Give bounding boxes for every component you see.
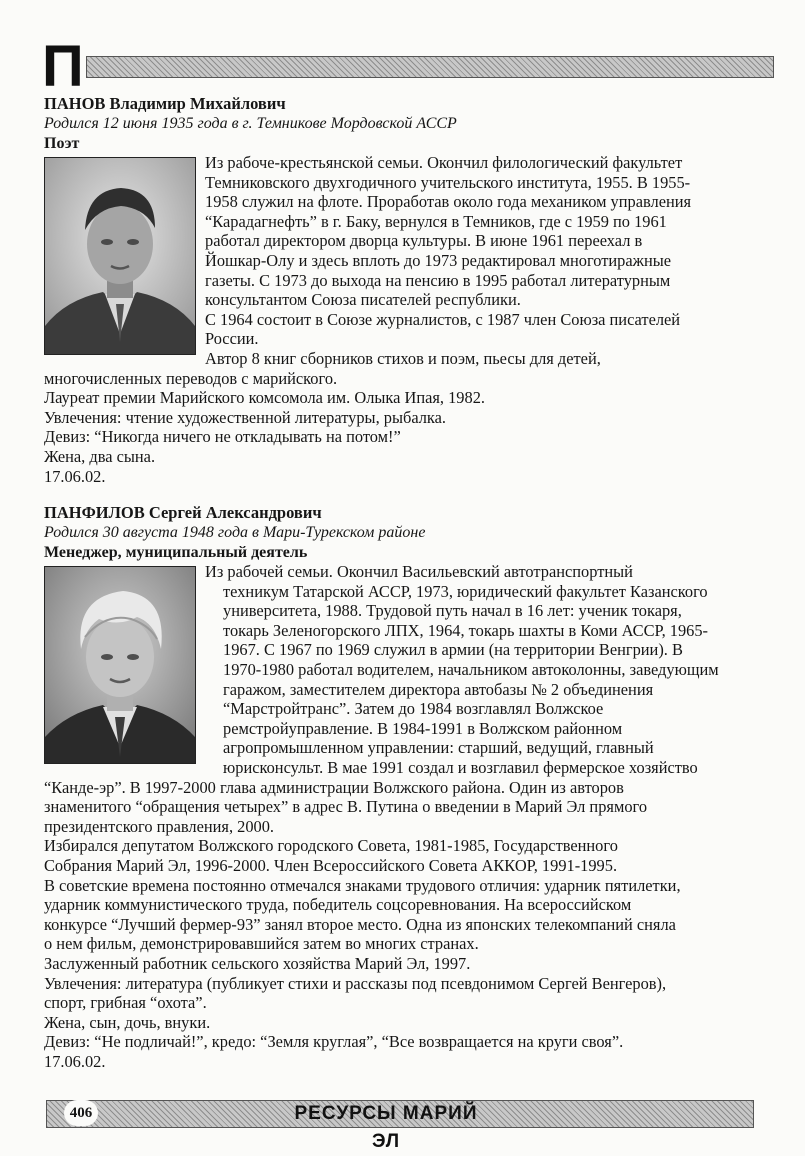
text-line: ремстройуправление. В 1984-1991 в Волжском районном	[223, 718, 623, 738]
text-line: о нем фильм, демонстрировавшийся затем во многих странах.	[44, 934, 479, 954]
text-line: “Карадагнефть” в г. Баку, вернулся в Темников, где с 1959 по 1961	[205, 211, 667, 231]
entry2-name: ПАНФИЛОВ Сергей Александрович	[44, 503, 322, 522]
text-line: консультантом Союза писателей республики.	[205, 290, 521, 310]
text-line: 1970-1980 работал водителем, начальником автоколонны, заведующим	[223, 660, 719, 679]
text-line: агропромышленном управлении: старший, ведущий, главный	[223, 738, 654, 758]
text-line: 1958 служил на флоте. Проработав около года механиком управления	[205, 192, 692, 212]
footer-title: РЕСУРСЫ МАРИЙ ЭЛ	[294, 1103, 478, 1152]
text-line: газеты. С 1973 до выхода на пенсию в 1995 работал литературным	[205, 270, 671, 290]
text-line: Увлечения: литература (публикует стихи и рассказы под псевдонимом Сергей Венгеров),	[44, 973, 667, 993]
text-line: многочисленных переводов с марийского.	[44, 368, 338, 388]
text-line: Жена, два сына.	[44, 447, 156, 466]
text-line: России.	[205, 329, 259, 349]
text-line: работал директором дворца культуры. В июне 1961 переехал в	[205, 231, 643, 251]
text-line: ударник коммунистического труда, победитель соцсоревнования. На всероссийском	[44, 895, 632, 915]
text-line: В советские времена постоянно отмечался знаками трудового отличия: ударник пятилетки,	[44, 875, 681, 895]
text-line: конкурсе “Лучший фермер-93” занял второе место. Одна из японских телекомпаний сняла	[44, 914, 676, 934]
text-line: Девиз: “Не подличай!”, кредо: “Земля круглая”, “Все возвращается на круги своя”.	[44, 1032, 624, 1052]
section-letter: П	[42, 34, 82, 99]
text-line: 1967. С 1967 по 1969 служил в армии (на территории Венгрии). В	[223, 640, 683, 660]
text-line: знаменитого “обращения четырех” в адрес В. Путина о введении в Марий Эл прямого	[44, 797, 648, 817]
text-line: Девиз: “Никогда ничего не откладывать на потом!”	[44, 427, 401, 447]
text-line: гаражом, заместителем директора автобазы № 2 объединения	[223, 679, 654, 699]
text-line: Из рабочей семьи. Окончил Васильевский автотранспортный	[205, 562, 633, 581]
text-line: юрисконсульт. В мае 1991 создал и возглавил фермерское хозяйство	[223, 758, 698, 777]
text-line: Йошкар-Олу и здесь вплоть до 1973 редактировал многотиражные	[205, 251, 672, 270]
text-line: Увлечения: чтение художественной литературы, рыбалка.	[44, 407, 446, 427]
text-line: “Марстройтранс”. Затем до 1984 возглавлял Волжское	[223, 699, 604, 719]
entry1-birth: Родился 12 июня 1935 года в г. Темникове Мордовской АССР	[44, 115, 457, 132]
text-line: президентского правления, 2000.	[44, 816, 275, 836]
text-line: “Канде-эр”. В 1997-2000 глава администрации Волжского района. Один из авторов	[44, 777, 624, 797]
entry1-photo	[44, 157, 196, 355]
date-line: 17.06.02.	[44, 466, 106, 486]
text-line: Автор 8 книг сборников стихов и поэм, пьесы для детей,	[205, 349, 601, 368]
header-hatched-band	[86, 56, 774, 78]
text-line: С 1964 состоит в Союзе журналистов, с 1987 член Союза писателей	[205, 309, 681, 329]
entry2-photo	[44, 566, 196, 764]
entry1-role: Поэт	[44, 135, 80, 152]
text-line: Заслуженный работник сельского хозяйства Марий Эл, 1997.	[44, 954, 471, 973]
text-line: спорт, грибная “охота”.	[44, 993, 207, 1013]
entry1-name: ПАНОВ Владимир Михайлович	[44, 94, 286, 113]
entry2-role: Менеджер, муниципальный деятель	[44, 544, 308, 561]
text-line: Лауреат премии Марийского комсомола им. Олыка Ипая, 1982.	[44, 388, 485, 408]
date-line: 17.06.02.	[44, 1052, 106, 1071]
entry2-birth: Родился 30 августа 1948 года в Мари-Турекском районе	[44, 524, 426, 541]
text-line: Избирался депутатом Волжского городского Совета, 1981-1985, Государственного	[44, 836, 618, 856]
text-line: техникум Татарской АССР, 1973, юридический факультет Казанского	[223, 581, 708, 601]
text-line: Жена, сын, дочь, внуки.	[44, 1012, 211, 1032]
text-line: токарь Зеленогорского ЛПХ, 1964, токарь шахты в Коми АССР, 1965-	[223, 620, 709, 640]
page-number: 406	[64, 1100, 98, 1126]
text-line: Темниковского двухгодичного учительского института, 1955. В 1955-	[205, 172, 691, 192]
text-line: университета, 1988. Трудовой путь начал в 16 лет: ученик токаря,	[223, 601, 682, 621]
text-line: Собрания Марий Эл, 1996-2000. Член Всероссийского Совета АККОР, 1991-1995.	[44, 856, 618, 875]
text-line: Из рабоче-крестьянской семьи. Окончил филологический факультет	[205, 153, 683, 172]
